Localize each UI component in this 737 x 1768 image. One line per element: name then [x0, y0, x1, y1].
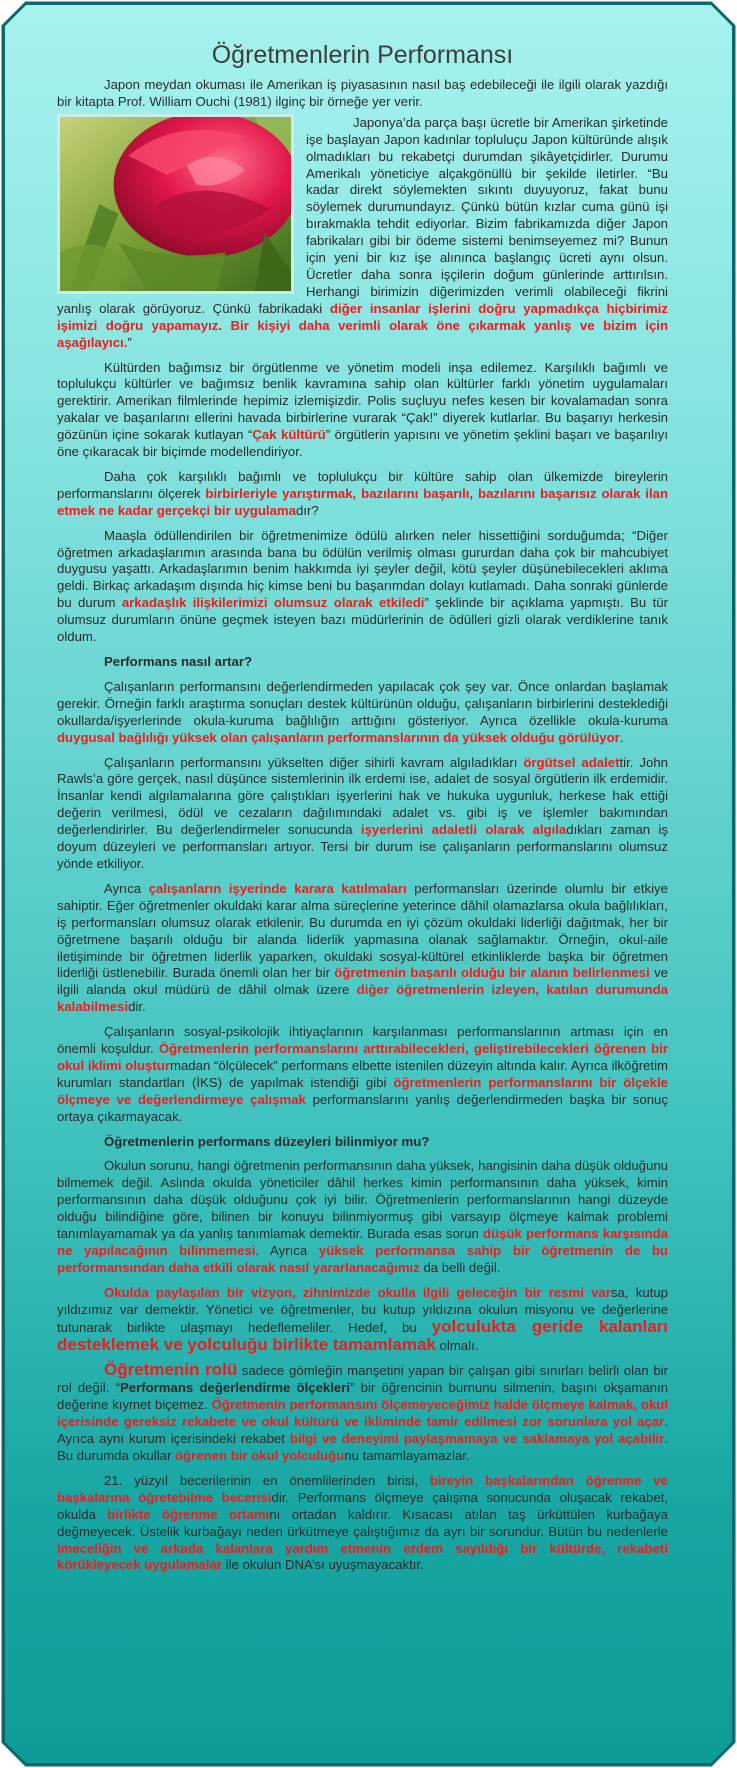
text-segment: nı ortadan kaldırır. Kısacası atılan taş ürküttülen kurbağaya değmeyecek. Üstelik kurbağayı neden ürkütmeye çalıştığımız da ayrı bir sorundur. Bütün bu nedenlerle	[57, 1506, 668, 1539]
highlight-text: öğretmenin başarılı olduğu bir alanın belirlenmesi	[334, 965, 650, 981]
paragraph-reward	[57, 528, 668, 646]
text-segment: Maaşla ödüllendirilen bir öğretmenimize ödülü alırken neler hissettiğini sorduğumda; “Diğer öğretmen arkadaşlarımın arasında bana bu ödülün verilmiş olması gururdan daha çok bir mahcubiyet duygusu yaşattı. Arkadaşlarımın benim hakkımda iyi şeyler değil, kötü şeyler düşünebilecekleri aklıma geldi. Birkaç arkadaşım dışında hiç kimse beni bu başarımdan dolayı kutlamadı. Daha sonraki günlerde bu durum	[57, 527, 668, 611]
text-segment: ”	[127, 334, 132, 350]
text-segment: dir.	[128, 999, 146, 1015]
highlight-text: arkadaşlık ilişkilerimizi olumsuz olarak etkiledi	[121, 595, 425, 611]
highlight-text: yüksek performansa sahip bir öğretmenin de bu performansından daha etkili olarak nasıl yararlanacağımız	[57, 1243, 668, 1275]
paragraph-justice	[57, 755, 668, 873]
text-segment: ” şeklinde bir açıklama yapmıştı. Bu tür olumsuz durumların önüne geçmek isteyen bazı müdürlerinin de ödülleri gizli olarak verdiklerine tanık oldum.	[57, 595, 668, 645]
paragraph-competition	[57, 469, 668, 520]
highlight-text: Öğretmenlerin performanslarını arttırabilecekleri, geliştirebilecekleri öğrenen bir okul iklimi oluştur	[57, 1041, 668, 1073]
text-segment: olmalı.	[435, 1337, 479, 1353]
text-segment: sa, kutup yıldızımız var demektir. Yönetici ve öğretmenler, bu kutup yıldızına okulun misyonu ve değerlerine tutunarak birlikte ulaşmayı hedeflemeliler. Hedef, bu	[57, 1284, 668, 1335]
text-segment: Japonya’da parça başı ücretle bir Amerikan şirketinde işe başlayan Japon kadınlar topluluçu Japon kültüründe alışık olmadıkları bu rekabetçi durumdan şikâyetçidirler. Durumu Amerikalı yöneticiye alçakgönüllü bir şekilde iletirler. “Bu kadar direkt söylemekten sıkıntı duyuyoruz, fakat bunu söylemek durumundayız. Çünkü bütün kızlar cuma günü işi bırakmakla tehdit ediyorlar. Bizim fabrikamızda diğer Japon fabrikaları gibi bir ödeme sistemi benimseyemez mi? Bunun için yeni bir kız işe alınınca başlangıç ücreti aynı olsun. Ücretler daha sonra işçilerin doğum günlerinde arttırılsın. Herhangi birimizin diğerimizden verimli olabileceği fikrini yanlış olarak görüyoruz. Çünkü fabrikadaki	[57, 114, 668, 316]
text-segment: Daha çok karşılıklı bağımlı ve toplulukçu bir kültüre sahip olan ülkemizde bireylerin performanslarını ölçerek	[57, 468, 668, 501]
text-segment: tir. John Rawls’a göre gerçek, nasıl düşünce sistemlerinin ilk erdemi ise, adalet de sosyal örgütlerin ilk erdemidir. İnsanlar kendi algılamalarına göre çalıştıkları işyerlerini hak ve hukuka uygunluk, herkese hak ettiği değerin verilmesi, ödül ve cezaların dağılımındaki adalet vs. gibi iş ve işlemler bakımından değerlendirirler. Bu değerlendirmeler sonucunda	[57, 754, 668, 838]
paragraph-needs	[57, 1024, 668, 1125]
highlight-text: diğer öğretmenlerin izleyen, katılan durumunda kalabilmesi	[57, 982, 669, 1015]
highlight-text: bireyin başkalarından öğrenme ve başkalarına öğretebilme becerisi	[57, 1472, 669, 1505]
paragraph-support-culture	[57, 679, 668, 747]
text-segment: sadece gömleğin manşetini yapan bir çalışan gibi sınırları belirli olan bir rol değil. “	[57, 1363, 668, 1396]
text-segment: .	[619, 729, 624, 745]
text-segment: . Bu durumda okullar	[57, 1431, 668, 1463]
rose-photo	[57, 114, 294, 294]
text-segment: ve ilgili alanda okul müdürü de dâhil olmak üzere	[57, 965, 669, 998]
text-segment: ile okulun DNA’sı uyuşmayacaktır.	[221, 1557, 424, 1573]
text-segment: dır?	[295, 502, 319, 518]
paragraph-participation	[57, 881, 668, 1016]
paragraph-problem	[57, 1158, 668, 1276]
highlight-text: öğretmenlerin performanslarını bir ölçekle ölçmeye ve değerlendirmeye çalışmak	[57, 1074, 669, 1107]
paragraph-skills	[57, 1473, 668, 1574]
intro-paragraph: Japon meydan okuması ile Amerikan iş piyasasının nasıl baş edebileceği ile ilgili olarak yazdığı bir kitapta Prof. William Ouchi (1981) ilginç bir örneğe yer verir.	[57, 77, 668, 109]
text-segment: ” örgütlerin yapısını ve yönetim şeklini başarı ve başarılıyı öne çıkaracak bir biçimde modellendiriyor.	[57, 427, 669, 460]
text-segment: Çalışanların sosyal-psikolojik ihtiyaçlarının karşılanması performanslarının artması için en önemli koşuldur.	[57, 1024, 668, 1057]
highlight-text: birlikte öğrenme ortamı	[107, 1506, 270, 1522]
text-segment: performanslarını yanlış değerlendirmeden başka bir sonuç ortaya çıkarmayacak.	[57, 1091, 668, 1124]
text-segment: dir. Performans ölçmeye çalışma sonucunda oluşacak rekabet, okulda	[57, 1489, 668, 1522]
text-segment: ” bir öğrencinin burnunu silmenin, başını okşamanın değerine kıymet biçemez.	[57, 1380, 668, 1413]
highlight-text: birbirleriyle yarıştırmak, bazılarını başarılı, bazılarını başarısız olarak ilan etmek ne kadar gerçekçi bir uygulama	[57, 485, 668, 518]
text-segment: Çalışanların performansını yükselten diğer sihirli kavram algıladıkları	[104, 754, 524, 770]
bold-text: Performans değerlendirme ölçekleri	[119, 1380, 351, 1396]
highlight-text: işyerlerini adaletli olarak algıla	[360, 822, 567, 838]
article	[57, 40, 668, 1582]
text-segment: Kültürden bağımsız bir örgütlenme ve yönetim modeli inşa edilemez. Karşılıklı bağımlı ve toplulukçu kültürler ve bağımsız benlik kavramına sahip olan kültürler farklı yönetim uygulamaları gerektirir. Amerikan filmlerinde hepimiz izlemişizdir. Polis suçluyu nefes kesen bir kovalamadan sonra yakalar ve başarılarını ellerini havada birbirlerine vurarak “Çak!” diyerek kutlarlar. Bu başarıyı herkesin gözünün içine sokarak kutlayan “	[57, 359, 668, 443]
highlight-text: Okulda paylaşılan bir vizyon, zihnimizde okulla ilgili geleceğin bir resmi var	[104, 1284, 611, 1300]
red-rose-photo-icon	[60, 117, 291, 291]
text-segment: . Ayrıca aynı kurum içerisindeki rekabet	[57, 1414, 668, 1447]
page-title: Öğretmenlerin Performansı	[211, 41, 514, 69]
section-heading-performance: Performans nasıl artar?	[104, 654, 253, 669]
highlight-text-large: yolculukta geride kalanları desteklemek ve yolculuğu birlikte tamamlamak	[57, 1316, 668, 1354]
text-segment: Ayrıca	[104, 880, 149, 896]
highlight-text: Öğretmenin performansını ölçemeyeceğimiz halde ölçmeye kalmak, okul içerisinde gereksiz rekabete ve okul kültürü ve ikliminde tamir edilmesi zor sorunlara yol açar	[57, 1397, 668, 1430]
highlight-text: imeceliğin ve arkada kalanlara yardım etmenin erdem sayıldığı bir kültürde, rekabeti körükleyecek uygulamalar	[57, 1540, 668, 1573]
paragraph-teacher-role	[57, 1362, 668, 1464]
paragraph-vision	[57, 1285, 668, 1355]
highlight-text: diğer insanlar işlerini doğru yapmadıkça hiçbirimiz işimizi doğru yapamayız. Bir kişiyi daha verimli olarak öne çıkarmak yanlış ve bizim için aşağılayıcı.	[57, 300, 669, 350]
highlight-text: örgütsel adalet	[523, 754, 620, 770]
text-segment: Okulun sorunu, hangi öğretmenin performansının daha yüksek, hangisinin daha düşük olduğunu bilmemek değil. Aslında okulda yöneticiler dâhil herkes kimin performansının daha yüksek, kimin performansının daha düşük olduğunu çok iyi bilir. Öğretmenlerin performanslarının hangi düzeyde olduğu bilindiğine göre, bilinen bir konuyu bilinmiyormuş gibi varsayıp ölçmeye kalmak problemi tanımlayamamak ya da yanlış tanımlamak demektir. Burada esas sorun	[57, 1158, 668, 1242]
text-segment: nu tamamlayamazlar.	[344, 1447, 470, 1463]
highlight-text: bilgi ve deneyimi paylaşmamaya ve saklamaya yol açabilir	[289, 1431, 665, 1447]
text-segment: madan “ölçülecek” performans elbette istenilen düzeyin altında kalır. Ayrıca ilköğretim kurumları standartları (İKS) de yapılmak istendiği gibi	[57, 1057, 668, 1090]
text-segment: Çalışanların performansını değerlendirmeden yapılacak çok şey var. Önce onlardan başlamak gerekir. Örneğin farklı araştırma sonuçları destek kültürünün olduğu, çalışanların birbirlerini desteklediği okullarda/işyerlerinde okula-kuruma bağlılığın arttığını gösteriyor. Ayrıca özellikle okula-kuruma	[57, 678, 668, 728]
text-segment: 21. yüzyıl becerilerinin en önemlilerinden birisi,	[104, 1472, 430, 1488]
text-segment: performansları üzerinde olumlu bir etkiye sahiptir. Eğer öğretmenler okuldaki karar alma süreçlerine yeterince dâhil olamazlarsa okula bağlılıkları, iş performansları olumsuz olarak etkilenir. Bu durumda en iyi çözüm okuldaki liderliği dağıtmak, her bir öğretmene başarılı olduğu bir alanda liderlik yapmasına olanak sağlamaktır. Örneğin, okul-aile iletişiminde bir öğretmen liderlik yaparken, okuldaki sosyal-kültürel etkinliklerde başka bir öğretmen liderliği üstlenebilir. Burada önemli olan her bir	[57, 880, 668, 981]
highlight-text: düşük performans karşısında ne yapılacağının bilinmemesi	[57, 1226, 668, 1258]
highlight-text: öğrenen bir okul yolculuğu	[175, 1447, 345, 1463]
text-segment: dıkları zaman iş doyum düzeyleri ve performansları artıyor. Tersi bir durum ise çalışanların performanslarını olumsuz yönde etkiliyor.	[57, 822, 668, 871]
highlight-text: çalışanların işyerinde karara katılmaları	[148, 880, 407, 896]
text-segment: . Ayrıca	[255, 1243, 319, 1258]
text-segment: da belli değil.	[419, 1259, 501, 1275]
paragraph-culture	[57, 360, 668, 461]
highlight-text: Çak kültürü	[252, 427, 326, 443]
section-heading-levels: Öğretmenlerin performans düzeyleri bilinmiyor mu?	[104, 1133, 430, 1149]
highlight-text: duygusal bağlılığı yüksek olan çalışanların performanslarının da yüksek olduğu görülüyor	[57, 729, 620, 745]
highlight-text-large: Öğretmenin rolü	[104, 1360, 238, 1380]
